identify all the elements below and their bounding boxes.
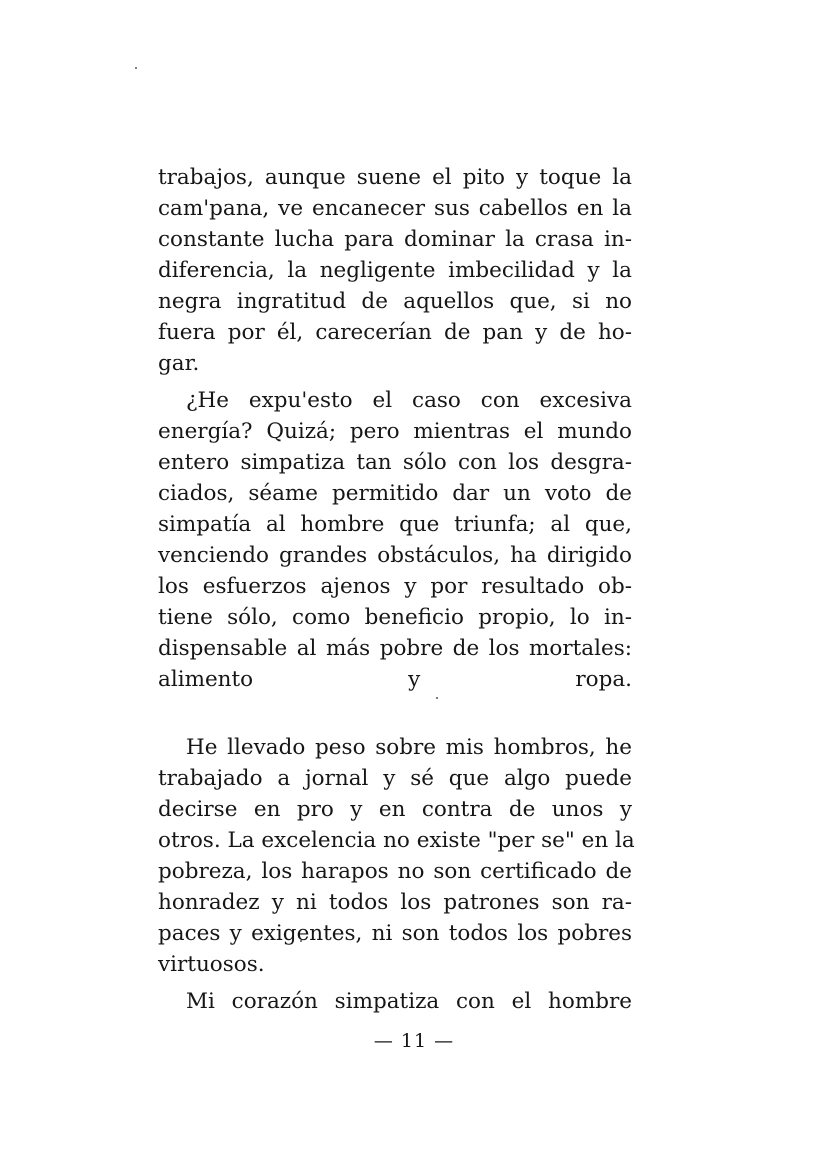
- paragraph: [158, 732, 635, 980]
- text-line: [158, 695, 632, 726]
- text-line: gar.: [158, 351, 200, 376]
- text-line: trabajos, aunque suene el pito y toque la: [158, 165, 632, 190]
- text-line: simpatía al hombre que triunfa; al que,: [158, 512, 632, 537]
- text-line: Mi corazón simpatiza con el hombre: [186, 989, 632, 1014]
- text-line: otros. La excelencia no existe "per se" en la: [158, 828, 635, 853]
- text-line: trabajado a jornal y sé que algo puede: [158, 766, 632, 791]
- text-line: ¿He expu'esto el caso con excesiva: [186, 388, 632, 413]
- text-line: venciendo grandes obstáculos, ha dirigido: [158, 543, 632, 568]
- text-line: los esfuerzos ajenos y por resultado ob-: [158, 574, 632, 599]
- text-line: entero simpatiza tan sólo con los desgra-: [158, 450, 632, 475]
- text-line: negra ingratitud de aquellos que, si no: [158, 289, 632, 314]
- text-line: ciados, séame permitido dar un voto de: [158, 481, 632, 506]
- body-text: [158, 162, 635, 1017]
- text-line: paces y exigentes, ni son todos los pobres: [158, 921, 632, 946]
- text-line: fuera por él, carecerían de pan y de ho-: [158, 320, 632, 345]
- text-line: energía? Quizá; pero mientras el mundo: [158, 419, 632, 444]
- page-number: — 11 —: [373, 1030, 455, 1052]
- paragraph: [158, 986, 632, 1017]
- text-line: He llevado peso sobre mis hombros, he: [186, 735, 632, 760]
- paragraph: [158, 385, 632, 726]
- text-line: virtuosos.: [158, 952, 265, 977]
- text-line: dispensable al más pobre de los mortales:: [158, 636, 632, 661]
- text-line: tiene sólo, como beneficio propio, lo in-: [158, 605, 632, 630]
- text-line: honradez y ni todos los patrones son ra-: [158, 890, 632, 915]
- text-line: cam'pana, ve encanecer sus cabellos en la: [158, 196, 632, 221]
- text-line: decirse en pro y en contra de unos y: [158, 797, 632, 822]
- ink-speck: [135, 67, 137, 69]
- text-line: alimento y ropa.: [158, 667, 632, 692]
- text-line: diferencia, la negligente imbecilidad y la: [158, 258, 632, 283]
- text-line: constante lucha para dominar la crasa in-: [158, 227, 632, 252]
- text-line: pobreza, los harapos no son certificado de: [158, 859, 632, 884]
- paragraph: [158, 162, 632, 379]
